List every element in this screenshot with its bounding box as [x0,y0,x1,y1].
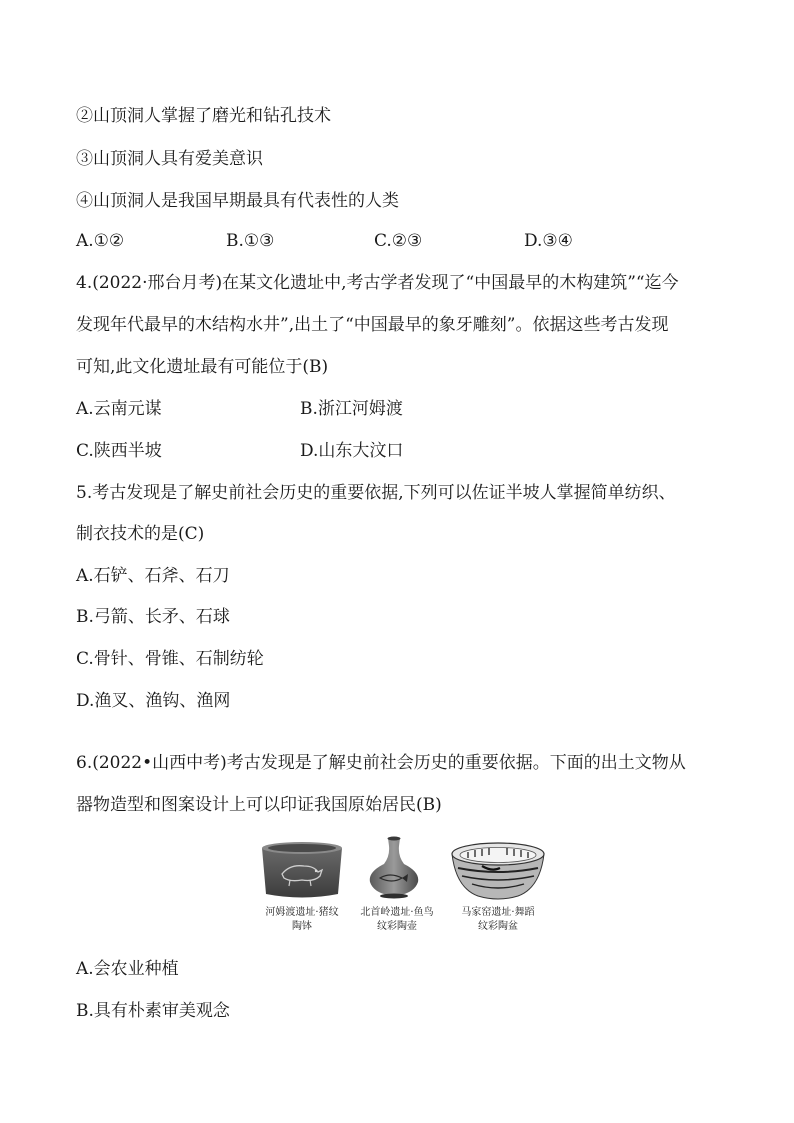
q4-stem-line-1: 4.(2022·邢台月考)在某文化遗址中,考古学者发现了“中国最早的木构建筑”“迄今 [76,273,679,293]
dancing-pattern-basin-image [448,838,548,902]
q5-option-a: A.石铲、石斧、石刀 [76,566,230,586]
caption-pig-bowl-line-2: 陶钵 [292,921,312,932]
q3-option-c: C.②③ [374,231,423,251]
q5-stem-line-2: 制衣技术的是(C) [76,524,205,544]
caption-fish-bird-pot [352,906,442,934]
statement-4: ④山顶洞人是我国早期最具有代表性的人类 [76,191,399,211]
q4-option-a: A.云南元谋 [76,399,162,419]
q3-option-d: D.③④ [524,231,573,251]
q4-option-c: C.陕西半坡 [76,441,162,461]
q3-option-b: B.①③ [226,231,275,251]
q3-option-a: A.①② [76,231,125,251]
q4-option-d: D.山东大汶口 [300,441,404,461]
caption-fish-bird-pot-line-1: 北首岭遗址·鱼鸟 [360,907,434,918]
statement-3: ③山顶洞人具有爱美意识 [76,149,263,169]
q4-option-b: B.浙江河姆渡 [300,399,403,419]
q4-stem-line-2: 发现年代最早的木结构水井”,出土了“中国最早的象牙雕刻”。依据这些考古发现 [76,315,669,335]
caption-fish-bird-pot-line-2: 纹彩陶壶 [377,921,417,932]
caption-pig-bowl [250,906,354,934]
q6-option-a: A.会农业种植 [76,959,179,979]
q5-stem-line-1: 5.考古发现是了解史前社会历史的重要依据,下列可以佐证半坡人掌握简单纺织、 [76,483,676,503]
fish-bird-pot-image [364,836,424,902]
q5-option-b: B.弓箭、长矛、石球 [76,607,230,627]
q5-option-c: C.骨针、骨锥、石制纺轮 [76,649,264,669]
pig-pattern-bowl-image [256,838,348,902]
statement-2: ②山顶洞人掌握了磨光和钻孔技术 [76,106,331,126]
caption-dancing-basin [446,906,550,934]
q6-stem-line-2: 器物造型和图案设计上可以印证我国原始居民(B) [76,795,442,815]
q6-option-b: B.具有朴素审美观念 [76,1001,230,1021]
artifact-figure [250,836,550,946]
caption-pig-bowl-line-1: 河姆渡遗址·猪纹 [265,907,339,918]
q5-option-d: D.渔叉、渔钩、渔网 [76,691,231,711]
caption-dancing-basin-line-1: 马家窑遗址·舞蹈 [461,907,535,918]
q6-stem-line-1: 6.(2022•山西中考)考古发现是了解史前社会历史的重要依据。下面的出土文物从 [76,753,686,773]
q4-stem-line-3: 可知,此文化遗址最有可能位于(B) [76,357,329,377]
caption-dancing-basin-line-2: 纹彩陶盆 [478,921,518,932]
